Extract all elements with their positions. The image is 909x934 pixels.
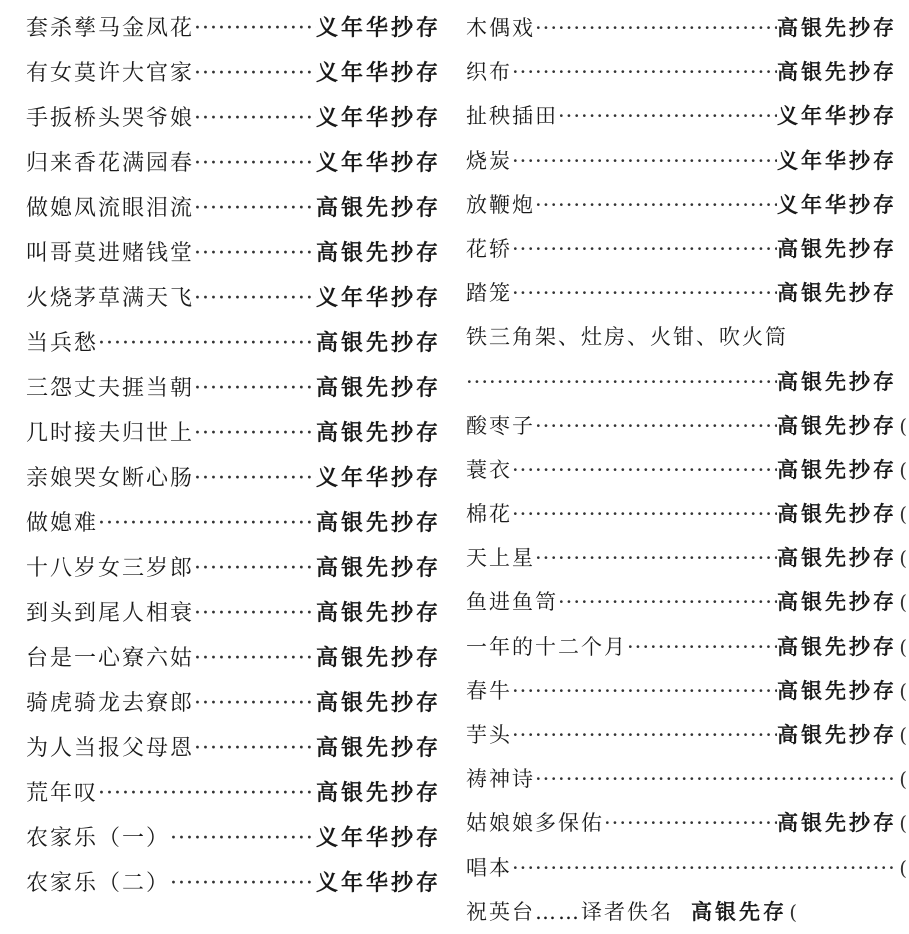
entry-credit: 高银先抄存 xyxy=(315,690,441,716)
entry-credit: 高银先抄存 xyxy=(315,420,441,446)
entry-credit: 高银先抄存 xyxy=(777,280,897,306)
entry-credit: 高银先抄存 xyxy=(315,555,441,581)
page-marker: ( xyxy=(899,502,909,527)
entry-title: 烧炭 xyxy=(466,148,512,173)
list-item xyxy=(466,6,909,50)
list-item xyxy=(466,448,909,492)
list-item xyxy=(466,580,909,624)
leader-dots xyxy=(194,51,316,96)
entry-credit: 高银先抄存 xyxy=(777,633,897,659)
leader-dots xyxy=(194,411,316,456)
entry-credit: 义年华抄存 xyxy=(315,60,441,86)
entry-title: 荒年叹 xyxy=(26,781,99,806)
leader-dots xyxy=(512,227,777,271)
entry-title: 亲娘哭女断心肠 xyxy=(26,466,195,491)
leader-dots xyxy=(194,6,316,51)
entry-title: 到头到尾人相衰 xyxy=(26,601,195,626)
list-item xyxy=(466,50,909,94)
leader-dots xyxy=(194,96,316,141)
entry-title: 叫哥莫进赌钱堂 xyxy=(26,241,195,266)
entry-title: 农家乐（二） xyxy=(26,871,171,896)
list-item xyxy=(26,411,441,456)
page-marker: ( xyxy=(899,723,909,747)
entry-credit: 义年华抄存 xyxy=(777,147,897,173)
page-marker: ( xyxy=(789,899,799,924)
entry-credit: 义年华抄存 xyxy=(777,191,897,217)
leader-dots xyxy=(535,757,897,801)
list-item xyxy=(26,321,441,366)
entry-title: 织布 xyxy=(466,60,512,85)
list-item xyxy=(466,139,909,183)
entry-title: 骑虎骑龙去寮郎 xyxy=(26,691,195,716)
left-column xyxy=(26,6,441,906)
leader-dots xyxy=(98,321,316,366)
entry-title: 台是一心寮六姑 xyxy=(26,646,195,671)
entry-credit: 高银先抄存 xyxy=(315,510,441,536)
entry-credit: 高银先抄存 xyxy=(777,810,897,836)
entry-credit: 义年华抄存 xyxy=(315,825,441,851)
entry-title: 十八岁女三岁郎 xyxy=(26,556,195,581)
page-marker: ( xyxy=(899,546,909,571)
entry-title: 祷神诗 xyxy=(466,767,535,792)
entry-title: 一年的十二个月 xyxy=(466,634,627,659)
entry-title: 芋头 xyxy=(466,723,512,747)
entry-title: 棉花 xyxy=(466,502,512,527)
entry-credit: 高银先抄存 xyxy=(315,240,441,266)
entry-credit: 高银先抄存 xyxy=(777,501,897,527)
list-item xyxy=(466,757,909,801)
page-marker: ( xyxy=(899,767,909,792)
entry-title: 木偶戏 xyxy=(466,16,535,40)
entry-title: 唱本 xyxy=(466,855,512,880)
leader-dots xyxy=(194,591,316,636)
leader-dots xyxy=(512,713,777,757)
entry-credit: 高银先存 xyxy=(691,898,787,924)
leader-dots xyxy=(466,360,777,404)
leader-dots xyxy=(512,669,777,713)
entry-title: 姑娘娘多保佑 xyxy=(466,811,604,836)
leader-dots xyxy=(170,861,316,906)
entry-credit: 高银先抄存 xyxy=(315,735,441,761)
leader-dots xyxy=(627,625,777,669)
list-item xyxy=(26,141,441,186)
entry-credit: 高银先抄存 xyxy=(777,677,897,703)
entry-credit: 义年华抄存 xyxy=(315,285,441,311)
entry-credit: 高银先抄存 xyxy=(777,722,897,747)
entry-credit: 高银先抄存 xyxy=(315,780,441,806)
entry-title: 农家乐（一） xyxy=(26,826,171,851)
list-item xyxy=(26,591,441,636)
leader-dots xyxy=(194,726,316,771)
page-marker: ( xyxy=(899,634,909,659)
leader-dots xyxy=(170,816,316,861)
leader-dots xyxy=(604,801,777,845)
leader-dots xyxy=(194,186,316,231)
entry-credit: 高银先抄存 xyxy=(315,600,441,626)
page-marker: ( xyxy=(899,811,909,836)
entry-credit: 高银先抄存 xyxy=(777,235,897,261)
list-item xyxy=(26,456,441,501)
entry-title: 三怨丈夫捱当朝 xyxy=(26,376,195,401)
page-marker: ( xyxy=(899,590,909,615)
leader-dots xyxy=(194,681,316,726)
list-item xyxy=(466,669,909,713)
page-marker: ( xyxy=(899,855,909,880)
entry-title: 为人当报父母恩 xyxy=(26,736,195,761)
entry-title: 做媳难 xyxy=(26,511,99,536)
entry-credit: 高银先抄存 xyxy=(777,545,897,571)
entry-title: 祝英台……译者佚名 xyxy=(466,899,673,924)
list-item xyxy=(466,271,909,315)
leader-dots xyxy=(558,580,777,624)
list-item xyxy=(26,546,441,591)
entry-title: 有女莫许大官家 xyxy=(26,61,195,86)
entry-title: 蓑衣 xyxy=(466,457,512,482)
entry-credit: 高银先抄存 xyxy=(777,368,897,394)
page-marker: ( xyxy=(899,457,909,482)
list-item xyxy=(26,96,441,141)
entry-title: 几时接夫归世上 xyxy=(26,421,195,446)
list-item xyxy=(466,492,909,536)
page-marker: ( xyxy=(899,678,909,703)
entry-title: 手扳桥头哭爷娘 xyxy=(26,106,195,131)
entry-credit: 高银先抄存 xyxy=(777,456,897,482)
list-item xyxy=(26,861,441,906)
entry-credit: 义年华抄存 xyxy=(315,105,441,131)
entry-credit: 义年华抄存 xyxy=(315,870,441,896)
entry-title: 踏笼 xyxy=(466,281,512,306)
list-item xyxy=(466,227,909,271)
list-item xyxy=(466,625,909,669)
entry-title: 做媳凤流眼泪流 xyxy=(26,196,195,221)
leader-dots xyxy=(194,366,316,411)
list-item xyxy=(466,94,909,138)
list-item xyxy=(26,636,441,681)
list-item xyxy=(466,183,909,227)
list-item xyxy=(466,713,909,757)
leader-dots xyxy=(535,6,777,50)
leader-dots xyxy=(98,771,316,816)
leader-dots xyxy=(512,271,777,315)
right-column xyxy=(466,6,909,934)
leader-dots xyxy=(512,50,777,94)
entry-title: 归来香花满园春 xyxy=(26,151,195,176)
entry-credit: 高银先抄存 xyxy=(315,375,441,401)
leader-dots xyxy=(535,183,777,227)
leader-dots xyxy=(512,492,777,536)
list-item xyxy=(26,726,441,771)
entry-title: 花轿 xyxy=(466,236,512,261)
list-item xyxy=(466,360,909,404)
entry-credit: 义年华抄存 xyxy=(315,150,441,176)
list-item xyxy=(26,816,441,861)
entry-credit: 高银先抄存 xyxy=(315,645,441,671)
list-item xyxy=(26,51,441,96)
entry-credit: 高银先抄存 xyxy=(315,330,441,356)
entry-title: 铁三角架、灶房、火钳、吹火筒 xyxy=(466,325,788,350)
list-item xyxy=(26,276,441,321)
leader-dots xyxy=(194,636,316,681)
entry-title: 火烧茅草满天飞 xyxy=(26,286,195,311)
leader-dots xyxy=(194,141,316,186)
leader-dots xyxy=(558,94,777,138)
entry-title: 套杀孳马金凤花 xyxy=(26,16,195,41)
entry-title: 酸枣子 xyxy=(466,413,535,438)
list-item xyxy=(26,771,441,816)
leader-dots xyxy=(512,448,777,492)
list-item xyxy=(26,501,441,546)
entry-credit: 高银先抄存 xyxy=(777,15,897,40)
list-item xyxy=(466,315,909,359)
list-item xyxy=(466,801,909,845)
list-item xyxy=(26,681,441,726)
entry-title: 放鞭炮 xyxy=(466,192,535,217)
entry-title: 鱼进鱼笥 xyxy=(466,590,558,615)
list-item xyxy=(466,890,909,934)
leader-dots xyxy=(535,536,777,580)
entry-credit: 义年华抄存 xyxy=(315,465,441,491)
leader-dots xyxy=(512,139,777,183)
entry-credit: 高银先抄存 xyxy=(777,412,897,438)
page-marker: ( xyxy=(899,413,909,438)
entry-title: 春牛 xyxy=(466,678,512,703)
list-item xyxy=(466,404,909,448)
entry-credit: 高银先抄存 xyxy=(315,195,441,221)
leader-dots xyxy=(98,501,316,546)
leader-dots xyxy=(512,846,897,890)
list-item xyxy=(26,6,441,51)
entry-title: 当兵愁 xyxy=(26,331,99,356)
leader-dots xyxy=(194,456,316,501)
entry-title: 天上星 xyxy=(466,546,535,571)
leader-dots xyxy=(194,231,316,276)
list-item xyxy=(26,186,441,231)
leader-dots xyxy=(194,546,316,591)
entry-title: 扯秧插田 xyxy=(466,104,558,129)
leader-dots xyxy=(194,276,316,321)
entry-credit: 高银先抄存 xyxy=(777,59,897,85)
list-item xyxy=(26,366,441,411)
list-item xyxy=(26,231,441,276)
entry-credit: 义年华抄存 xyxy=(315,15,441,41)
list-item xyxy=(466,536,909,580)
entry-credit: 高银先抄存 xyxy=(777,589,897,615)
entry-credit: 义年华抄存 xyxy=(777,103,897,129)
leader-dots xyxy=(535,404,777,448)
list-item xyxy=(466,846,909,890)
